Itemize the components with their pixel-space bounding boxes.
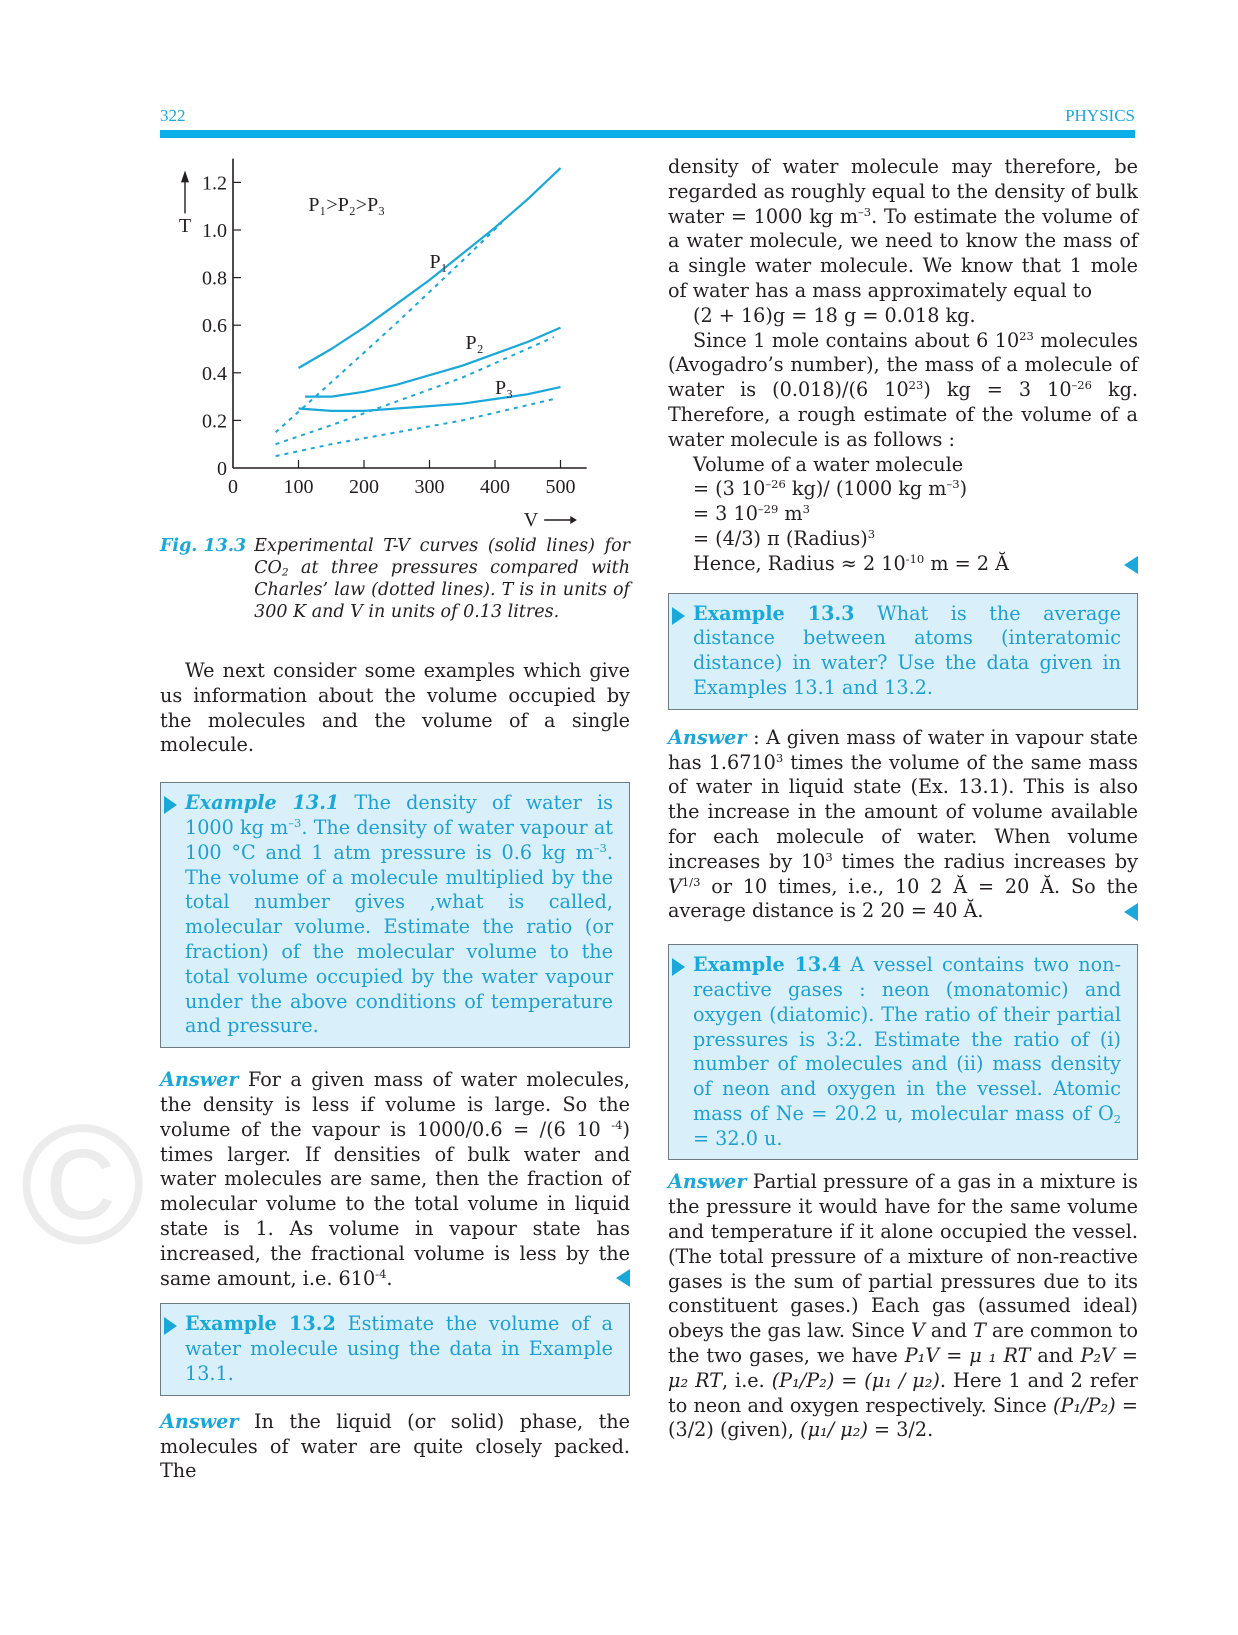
x-tick-label: 300 [414,476,445,498]
equation-line: = (3 $10^{-26}$ kg)/ (1000 kg $m^{-3}$) [693,477,968,501]
equation-line: = 3 $10^{-29}$ $m^3$ [693,502,810,526]
example-arrow-icon [672,958,685,976]
example-13-1-box [160,782,630,1048]
avogadro-paragraph: Since 1 mole contains about 6 $10^{23}$ molecules (Avogadro’s number), the mass of a molecule of water is (0.018)/(6 $10^{23}$) kg = 3 $10^{-26}$ kg. Therefore, a rough estimate of the volume of a water molecule is as follows : [668,328,1138,451]
end-of-answer-icon [616,1269,630,1287]
y-axis-arrowhead-icon [181,171,189,183]
curve-label-p2: P₂ [465,332,484,354]
answer-13-3 [668,726,1138,924]
figure-caption-text: Experimental T-V curves (solid lines) for $CO_2$ at three pressures compared with Charles’ law (dotted lines). T is in units of 300 K and V in units of 0.13 litres. [254,536,630,622]
intro-paragraph: We next consider some examples which give us information about the volume occupied by the molecules and the volume of a single molecule. [160,659,630,757]
x-tick-label: 500 [545,476,576,498]
copyright-watermark: © [20,1090,146,1280]
answer-label: Answer [160,1409,239,1433]
x-tick-label: 200 [349,476,379,498]
running-head: PHYSICS [1065,106,1135,125]
header-rule [160,130,1135,138]
x-tick-label: 0 [228,476,238,498]
answer-13-1 [160,1068,630,1291]
curve-label-p3: P₃ [495,377,514,400]
left-column [160,150,630,1484]
y-tick-label: 0.8 [202,267,227,290]
y-tick-label: 0.2 [202,410,227,433]
example-13-3-box [668,593,1138,710]
equation-line: = (4/3) π (Radius)$^3$ [693,526,876,550]
x-tick-label: 400 [480,476,510,498]
figure-13-3-chart [160,150,630,535]
y-axis-label: T [178,215,192,237]
y-tick-label: 0.6 [202,315,227,338]
right-column [668,155,1138,1443]
answer-13-2-text: Answer In the liquid (or solid) phase, the molecules of water are quite closely packed. The [160,1409,630,1483]
answer-13-1-text: Answer For a given mass of water molecules, the density is less if volume is large. So the volume of the vapour is 1000/0.6 = /(6 10 $^{-4}$) times larger. If densities of bulk water and water molecules are same, then the fraction of molecular volume to the total volume in liquid state is 1. As volume in vapour state has increased, the fractional volume is less by the same amount, i.e. $610^{-4}$. [160,1068,630,1290]
example-13-4-label: Example 13.4 [693,953,842,977]
y-tick-label: 1.0 [202,220,227,242]
example-13-3-label: Example 13.3 [693,601,855,625]
tv-curves-svg [160,150,630,535]
experimental-curve [299,387,561,411]
example-arrow-icon [164,1317,177,1335]
y-tick-label: 0.4 [202,362,227,385]
mass-equation: (2 + 16)g = 18 g = 0.018 kg. [693,303,976,327]
experimental-curve [305,328,560,400]
answer-label: Answer [668,1170,747,1194]
x-axis-label: V [523,509,539,531]
answer-label: Answer [668,725,747,749]
example-13-4-text: Example 13.4 A vessel contains two non-reactive gases : neon (monatomic) and oxygen (diatomic). The ratio of their partial pressures is 3:2. Estimate the ratio of (i) number of molecules and (ii) mass density of neon and oxygen in the vessel. Atomic mass of Ne = 20.2 u, molecular mass of $O_2 = 32.0$ u. [693,953,1121,1150]
example-arrow-icon [164,796,177,814]
x-tick-label: 100 [283,476,314,498]
density-paragraph: density of water molecule may therefore, be regarded as roughly equal to the density of bulk water = 1000 kg $m^{-3}$. To estimate the volume of a water molecule, we need to know the mass of a single water molecule. We know that 1 mole of water has a mass approximately equal to [668,155,1138,302]
figure-label: Fig. 13.3 [160,536,247,556]
x-axis-arrowhead-icon [570,516,577,524]
answer-13-3-text: Answer : A given mass of water in vapour state has 1.6710$^3$ times the volume of the same mass of water in liquid state (Ex. 13.1). This is also the increase in the amount of volume available for each molecule of water. When volume increases by $10^3$ times the radius increases by $V^{1/3}$ or 10 times, i.e., 10 2 Ă = 20 Ă. So the average distance is 2 20 = 40 Ă. [668,725,1138,923]
example-13-2-text: Example 13.2 Estimate the volume of a water molecule using the data in Example 13.1. [185,1312,613,1385]
charles-law-line [276,223,502,432]
y-tick-label: 1.2 [202,172,227,195]
equation-line: Hence, Radius ≈ 2 $10^{-10}$ m = 2 Ă [693,551,1009,575]
example-13-4-box [668,944,1138,1160]
example-arrow-icon [672,607,685,625]
example-13-2-box [160,1303,630,1395]
page-number: 322 [160,106,186,125]
pressure-order-annotation: P₁>P₂>P₃ [308,193,386,216]
answer-13-4-text: Answer Partial pressure of a gas in a mixture is the pressure it would have for the same volume and temperature if it alone occupied the vessel. (The total pressure of a mixture of non-reactive gases is the sum of partial pressures due to its constituent gases.) Each gas (assumed ideal) obeys the gas law. Since V and T are common to the two gases, we have P₁V = μ ₁ RT and P₂V = μ₂ RT, i.e. (P₁/P₂) = (μ₁ / μ₂). Here 1 and 2 refer to neon and oxygen respectively. Since (P₁/P₂) = (3/2) (given), (μ₁/ μ₂) = 3/2. [668,1170,1139,1442]
example-13-3-text: Example 13.3 What is the average distance between atoms (interatomic distance) in water? Use the data given in Examples 13.1 and 13.2. [693,601,1121,699]
equation-line: Volume of a water molecule [693,452,964,476]
example-13-1-text: Example 13.1 The density of water is 1000 kg $m^{-3}$. The density of water vapour at 100 °C and 1 atm pressure is 0.6 kg $m^{-3}$. The volume of a molecule multiplied by the total number gives ,what is called, molecular volume. Estimate the ratio (or fraction) of the molecular volume to the total volume occupied by the water vapour under the above conditions of temperature and pressure. [185,791,614,1038]
example-13-2-label: Example 13.2 [185,1312,336,1336]
end-of-answer-icon [1124,903,1138,921]
radius-result [668,552,1138,577]
y-tick-label: 0 [217,458,227,480]
end-of-answer-icon [1124,556,1138,574]
curve-label-p1: P₁ [429,251,448,274]
example-13-1-label: Example 13.1 [185,791,340,815]
figure-caption [160,535,630,623]
answer-label: Answer [160,1068,239,1092]
